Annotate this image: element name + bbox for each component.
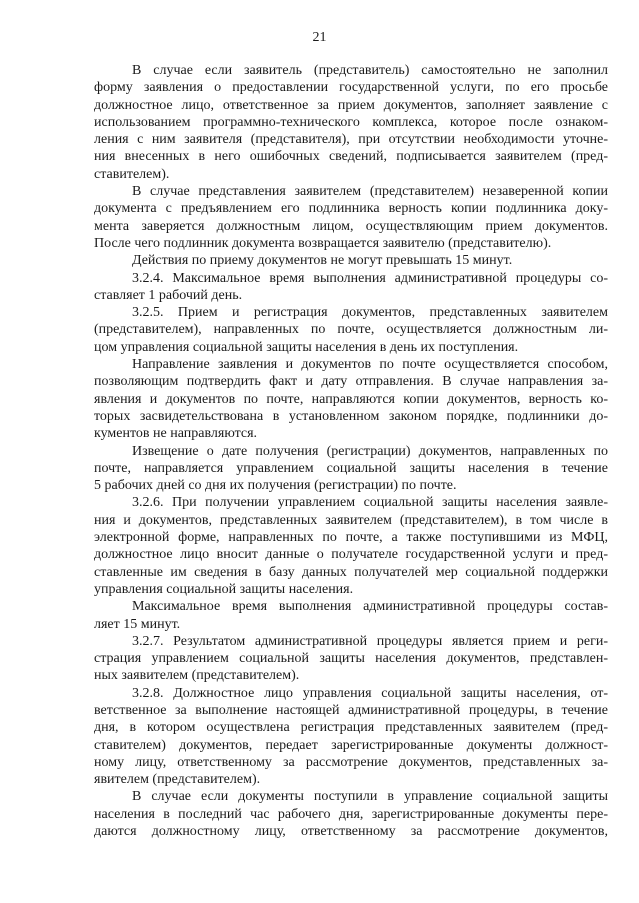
text-line: 3.2.4. Максимальное время выполнения административной процедуры со- — [132, 270, 608, 286]
text-line: населения в последний час рабочего дня, зарегистрированные документы пере- — [94, 806, 608, 822]
text-line: ставляет 1 рабочий день. — [94, 287, 243, 303]
text-line: почте, направляется управлением социальной защиты населения в течение — [94, 460, 608, 476]
text-line: цом управления социальной защиты населения в день их поступления. — [94, 339, 519, 355]
text-line: 3.2.5. Прием и регистрация документов, представленных заявителем — [132, 305, 608, 321]
text-line: Направление заявления и документов по почте осуществляется способом, — [132, 357, 608, 373]
text-line: В случае если документы поступили в управление социальной защиты — [132, 789, 608, 805]
text-line: ния и документов, представленных заявителем (представителем), в том числе в — [94, 512, 608, 528]
text-line: явления и документов по почте, направляются копии документов, верность ко- — [94, 391, 608, 407]
text-line: ветственное за выполнение настоящей административной процедуры, в течение — [94, 702, 608, 718]
text-line: явителем (представителем). — [94, 772, 261, 788]
paragraph — [94, 304, 608, 356]
text-line: Действия по приему документов не могут превышать 15 минут. — [132, 253, 513, 269]
text-line: управления социальной защиты населения. — [94, 581, 354, 597]
text-line: даются должностному лицу, ответственному за рассмотрение документов, — [94, 824, 608, 840]
text-line: ному лицу, ответственному за рассмотрение документов, представленных за- — [94, 754, 608, 770]
text-line: ния внесенных в него ошибочных сведений, подписывается заявителем (пред- — [94, 149, 608, 165]
text-line: страция управлением социальной защиты населения документов, представлен- — [94, 651, 608, 667]
text-line: ных заявителем (представителем). — [94, 668, 300, 684]
text-line: форму заявления о предоставлении государственной услуги, по его просьбе — [94, 80, 608, 96]
text-line: В случае представления заявителем (представителем) незаверенной копии — [132, 184, 608, 200]
text-line: Извещение о дате получения (регистрации) документов, направленных по — [132, 443, 608, 459]
text-line: документа с предъявлением его подлинника верность копии подлинника доку- — [94, 201, 608, 217]
text-line: дня, в котором осуществлена регистрация представленных заявителем (пред- — [94, 720, 608, 736]
paragraph — [94, 252, 608, 269]
text-line: должностное лицо вносит данные о получателе государственной услуги и пред- — [94, 547, 608, 563]
text-line: позволяющим подтвердить факт и дату отправления. В случае направления за- — [94, 374, 608, 390]
text-line: ставителем). — [94, 166, 170, 182]
text-line: торых засвидетельствована в установленном законом порядке, подлинники до- — [94, 408, 608, 424]
text-line: (представителем), направленных по почте, осуществляется должностным ли- — [94, 322, 608, 338]
text-line: Максимальное время выполнения административной процедуры состав- — [132, 599, 608, 615]
paragraph — [94, 494, 608, 598]
text-line: должностное лицо, ответственное за прием документов, заполняет заявление с — [94, 97, 608, 113]
text-line: 3.2.7. Результатом административной процедуры является прием и реги- — [132, 633, 608, 649]
paragraph — [94, 598, 608, 633]
text-line: 3.2.6. При получении управлением социальной защиты населения заявле- — [132, 495, 608, 511]
text-line: использованием программно-технического комплекса, которое после ознаком- — [94, 114, 608, 130]
text-line: кументов не направляются. — [94, 426, 258, 442]
paragraph — [94, 633, 608, 685]
text-line: ставителем) документов, передает зарегистрированные документы должност- — [94, 737, 608, 753]
text-line: ставленные им сведения в базу данных получателей мер социальной поддержки — [94, 564, 608, 580]
paragraph — [94, 788, 608, 840]
document-body — [94, 62, 608, 840]
paragraph — [94, 685, 608, 789]
paragraph — [94, 356, 608, 442]
paragraph — [94, 183, 608, 252]
text-line: В случае если заявитель (представитель) самостоятельно не заполнил — [132, 63, 608, 78]
page-number: 21 — [312, 30, 327, 45]
text-line: 5 рабочих дней со дня их получения (регистрации) по почте. — [94, 478, 457, 494]
text-line: После чего подлинник документа возвращается заявителю (представителю). — [94, 235, 552, 251]
text-line: электронной форме, направленных по почте, а также поступившими из МФЦ, — [94, 530, 608, 546]
text-line: ления с ним заявителя (представителя), при отсутствии необходимости уточне- — [94, 132, 608, 148]
paragraph — [94, 62, 608, 183]
paragraph — [94, 270, 608, 305]
text-line: мента заверяется должностным лицом, осуществляющим прием документов. — [94, 218, 608, 234]
text-line: 3.2.8. Должностное лицо управления социальной защиты населения, от- — [132, 685, 608, 701]
paragraph — [94, 443, 608, 495]
text-line: ляет 15 минут. — [94, 616, 181, 632]
